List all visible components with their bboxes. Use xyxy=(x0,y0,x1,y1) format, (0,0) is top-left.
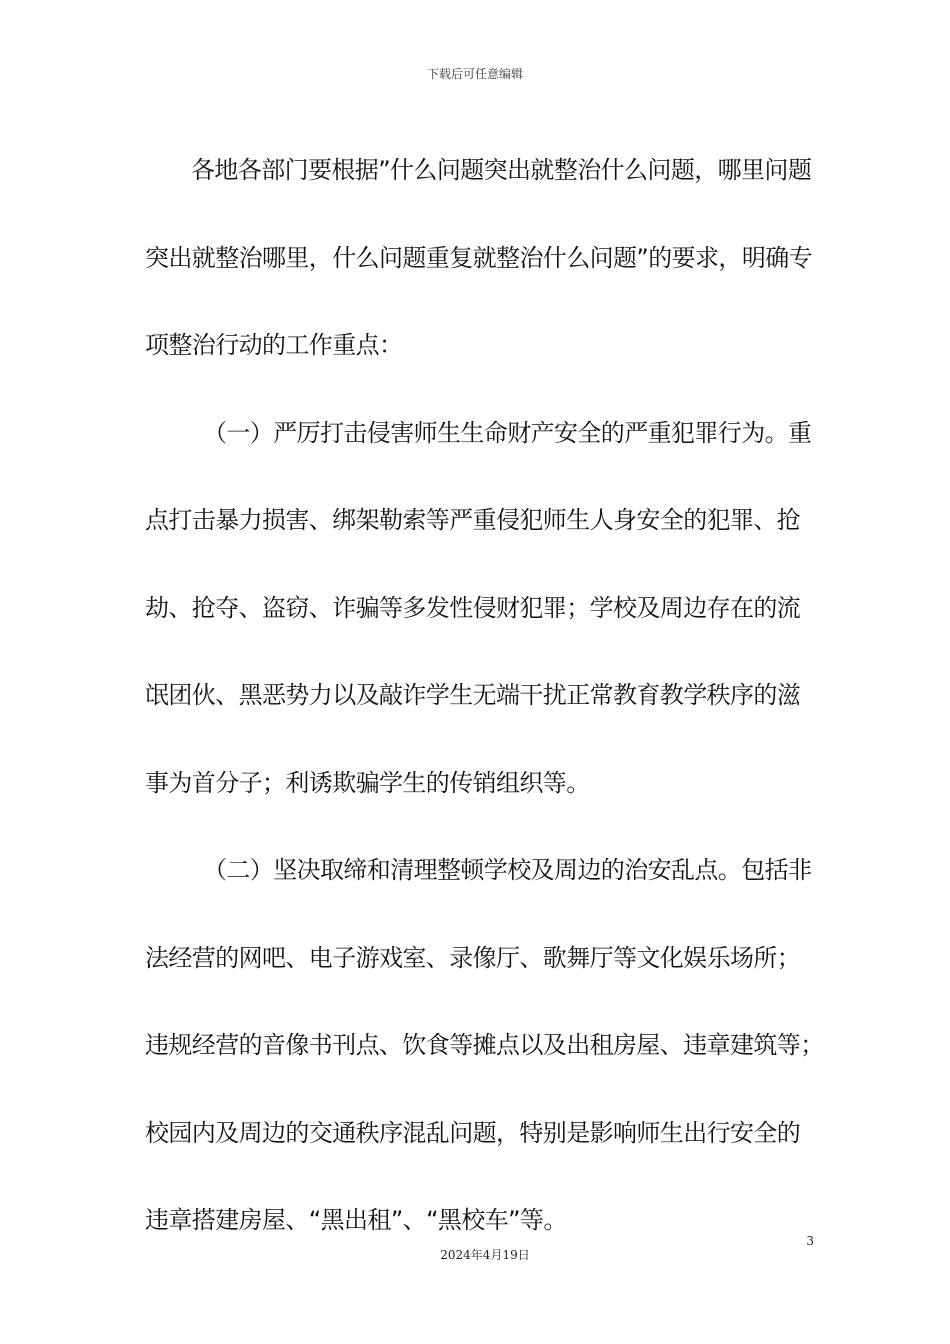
paragraph-line: 法经营的网吧、电子游戏室、录像厅、歌舞厅等文化娱乐场所； xyxy=(145,943,801,972)
page-header: 下载后可任意编辑 xyxy=(426,67,523,81)
paragraph-line: （二）坚决取缔和清理整顿学校及周边的治安乱点。包括非 xyxy=(203,856,812,884)
paragraph-line: 点打击暴力损害、绑架勒索等严重侵犯师生人身安全的犯罪、抢 xyxy=(145,506,801,534)
page-number: 3 xyxy=(806,1234,814,1248)
paragraph-line: 氓团伙、黑恶势力以及敲诈学生无端干扰正常教育教学秩序的滋 xyxy=(145,681,801,709)
paragraph-line: 违规经营的音像书刊点、饮食等摊点以及出租房屋、违章建筑等； xyxy=(145,1031,824,1059)
footer-date: 2024年4月19日 xyxy=(440,1248,530,1262)
body-text xyxy=(145,127,824,1265)
paragraph-line: （一）严厉打击侵害师生生命财产安全的严重犯罪行为。重 xyxy=(203,418,812,447)
paragraph-line: 突出就整治哪里，什么问题重复就整治什么问题”的要求，明确专 xyxy=(145,243,813,272)
paragraph-line: 劫、抢夺、盗窃、诈骗等多发性侵财犯罪；学校及周边存在的流 xyxy=(145,593,801,622)
paragraph-line: 校园内及周边的交通秩序混乱问题，特别是影响师生出行安全的 xyxy=(145,1118,801,1147)
paragraph-line: 事为首分子；利诱欺骗学生的传销组织等。 xyxy=(145,768,590,797)
paragraph-line: 违章搭建房屋、“黑出租”、“黑校车”等。 xyxy=(145,1206,567,1234)
paragraph-line: 项整治行动的工作重点： xyxy=(145,331,403,359)
paragraph-line: 各地各部门要根据”什么问题突出就整治什么问题，哪里问题 xyxy=(191,156,812,184)
